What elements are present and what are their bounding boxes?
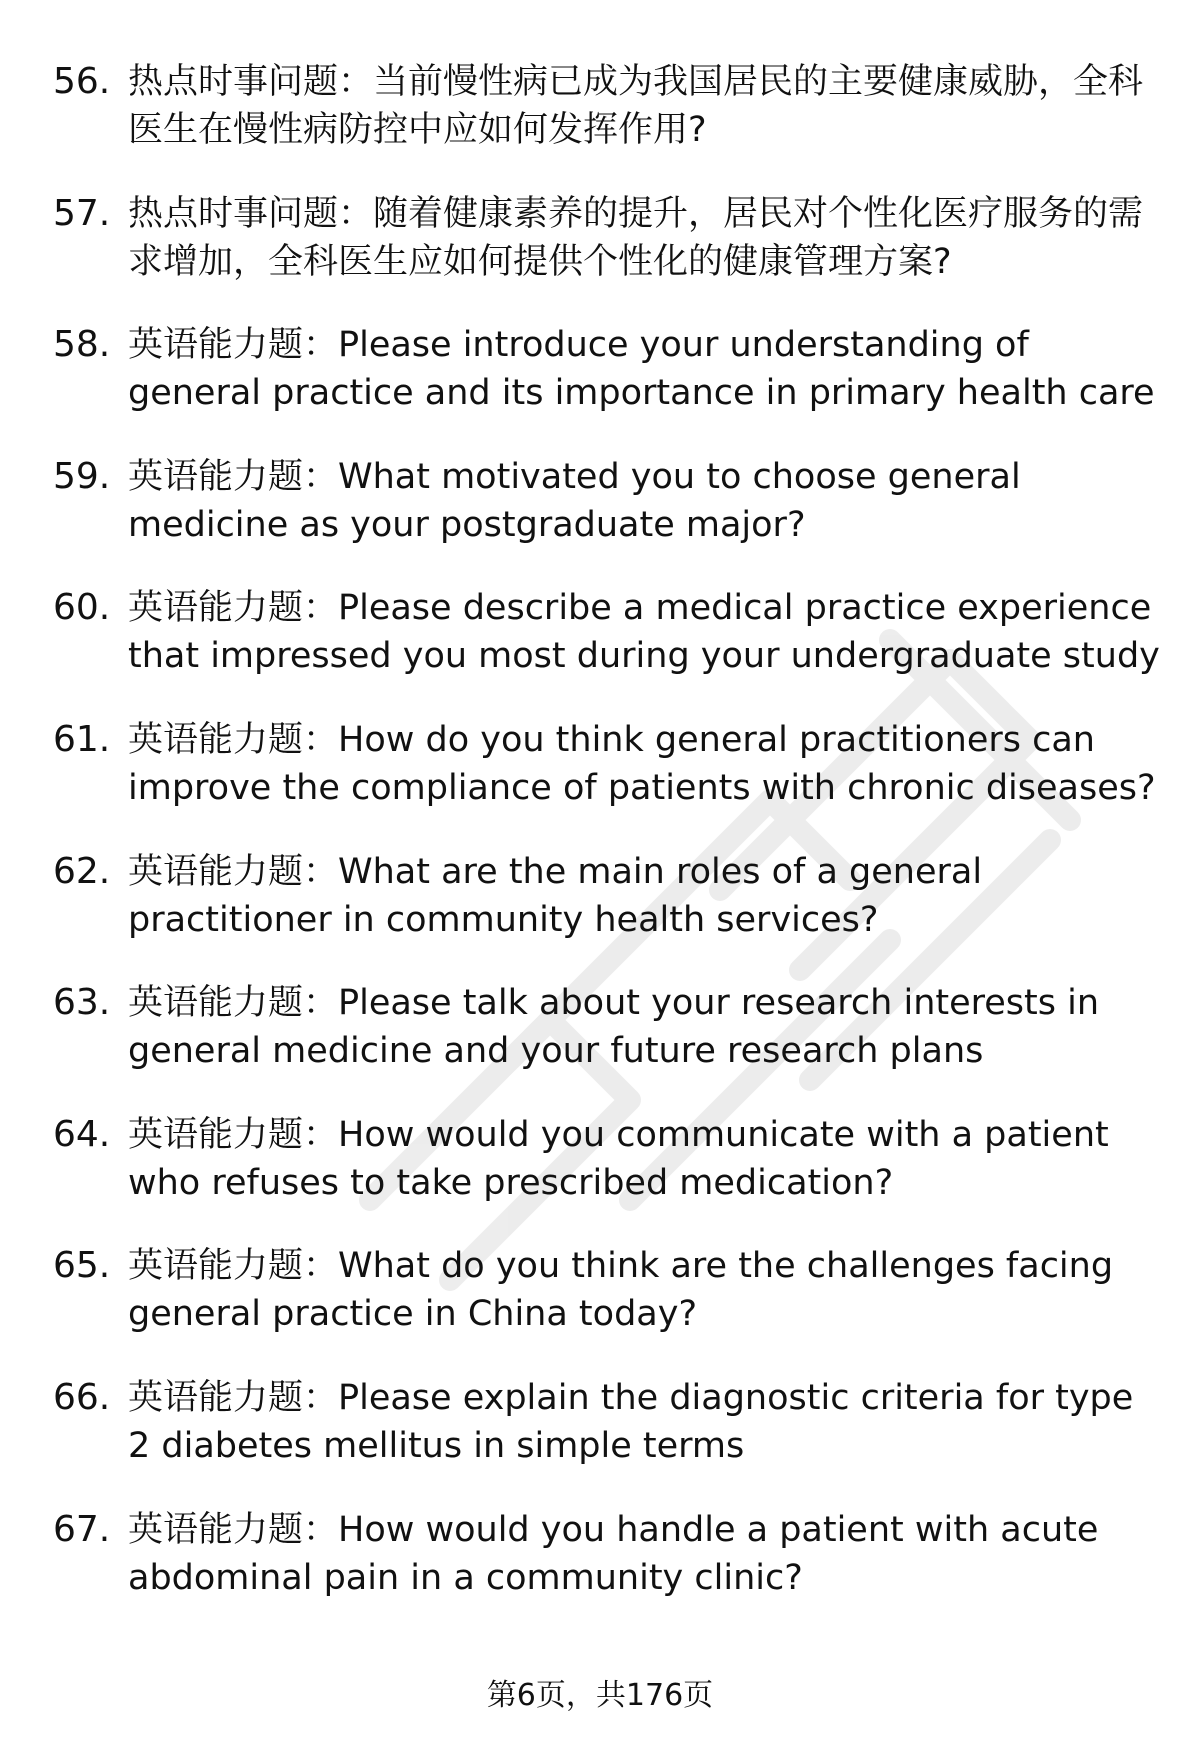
question-text: 英语能力题：Please introduce your understanding of general practice and its importance in primary health care: [128, 325, 1155, 414]
question-number: 59.: [53, 455, 111, 497]
question-text: 英语能力题：What motivated you to choose general medicine as your postgraduate major?: [128, 456, 1021, 545]
question-number: 57.: [53, 192, 111, 234]
question-number: 67.: [53, 1508, 111, 1550]
question-number: 66.: [53, 1376, 111, 1418]
question-item: [0, 453, 1200, 585]
question-text: 英语能力题：What are the main roles of a general practitioner in community health services?: [128, 851, 983, 940]
question-list: [0, 58, 1200, 1637]
question-number: 56.: [53, 61, 111, 102]
question-number: 62.: [53, 850, 111, 892]
question-number: 60.: [53, 587, 111, 629]
question-number: 58.: [53, 324, 111, 366]
question-text: 热点时事问题：随着健康素养的提升，居民对个性化医疗服务的需求增加，全科医生应如何提供个性化的健康管理方案?: [128, 193, 1144, 282]
question-item: [0, 321, 1200, 453]
question-item: [0, 584, 1200, 716]
question-text: 英语能力题：How would you communicate with a patient who refuses to take prescribed medication?: [128, 1114, 1109, 1203]
question-item: [0, 716, 1200, 848]
question-item: [0, 58, 1200, 190]
question-text: 英语能力题：Please describe a medical practice experience that impressed you most during your undergraduate study: [128, 588, 1160, 677]
question-item: [0, 1111, 1200, 1243]
question-text: 热点时事问题：当前慢性病已成为我国居民的主要健康威胁，全科医生在慢性病防控中应如何发挥作用?: [128, 62, 1144, 150]
question-item: [0, 979, 1200, 1111]
question-item: [0, 1242, 1200, 1374]
question-text: 英语能力题：Please talk about your research interests in general medicine and your future research plans: [128, 983, 1100, 1072]
question-text: 英语能力题：How would you handle a patient with acute abdominal pain in a community clinic?: [128, 1509, 1099, 1598]
question-number: 64.: [53, 1113, 111, 1155]
question-number: 65.: [53, 1245, 111, 1287]
question-text: 英语能力题：Please explain the diagnostic criteria for type 2 diabetes mellitus in simple terms: [128, 1377, 1134, 1466]
question-item: [0, 848, 1200, 980]
page-number-footer: 第6页，共176页: [486, 1678, 714, 1713]
question-number: 61.: [53, 718, 111, 760]
question-text: 英语能力题：What do you think are the challenges facing general practice in China today?: [128, 1246, 1114, 1335]
question-item: [0, 1374, 1200, 1506]
question-number: 63.: [53, 982, 111, 1024]
question-text: 英语能力题：How do you think general practitioners can improve the compliance of patients with chronic diseases?: [128, 719, 1156, 808]
question-item: [0, 1506, 1200, 1638]
question-item: [0, 190, 1200, 322]
